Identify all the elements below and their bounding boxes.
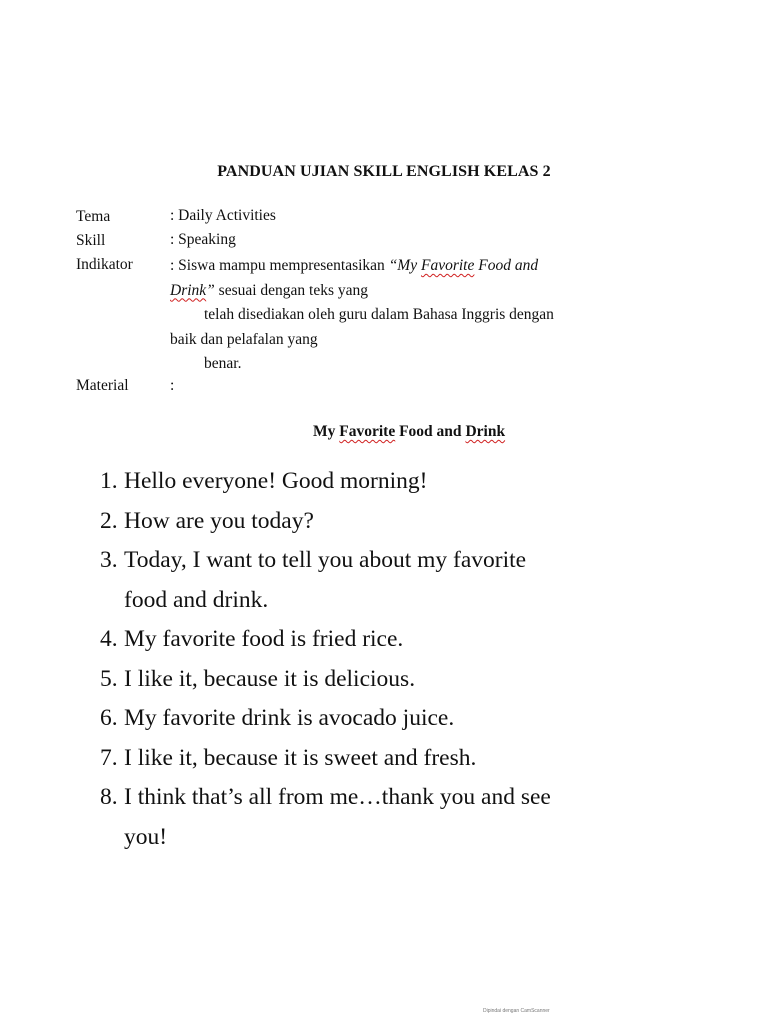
indicator-line-2: Drink” sesuai dengan teks yang bbox=[170, 281, 369, 299]
meta-label-indikator: Indikator bbox=[76, 256, 133, 273]
list-item: 8. I think that’s all from me…thank you and see you! bbox=[100, 784, 551, 850]
section-subtitle: My Favorite Food and Drink bbox=[313, 423, 506, 440]
meta-value-material: : bbox=[170, 377, 175, 394]
list-item: 3. Today, I want to tell you about my favorite food and drink. bbox=[100, 547, 527, 613]
list-item: 1. Hello everyone! Good morning! bbox=[100, 468, 428, 494]
spellcheck-favorite-subtitle: Favorite bbox=[339, 423, 396, 440]
document-title: PANDUAN UJIAN SKILL ENGLISH KELAS 2 bbox=[217, 163, 551, 180]
meta-label-skill: Skill bbox=[76, 232, 106, 249]
indicator-line-4: baik dan pelafalan yang bbox=[170, 330, 318, 348]
meta-value-skill: : Speaking bbox=[170, 231, 236, 248]
list-item: 4. My favorite food is fried rice. bbox=[100, 626, 404, 652]
list-item: 7. I like it, because it is sweet and fresh. bbox=[100, 744, 477, 771]
meta-label-material: Material bbox=[76, 377, 129, 394]
scanner-footer-note: Dipindai dengan CamScanner bbox=[483, 1008, 550, 1014]
spellcheck-drink: Drink bbox=[170, 281, 207, 299]
indicator-line-5: benar. bbox=[204, 355, 242, 372]
spellcheck-drink-subtitle: Drink bbox=[465, 423, 506, 440]
list-item: 5. I like it, because it is delicious. bbox=[100, 665, 416, 692]
meta-value-tema: : Daily Activities bbox=[170, 207, 276, 224]
speech-list bbox=[100, 462, 700, 857]
list-item: 2. How are you today? bbox=[100, 507, 314, 534]
indicator-line-1: : Siswa mampu mempresentasikan “My Favorite Food and bbox=[170, 257, 539, 274]
spellcheck-favorite: Favorite bbox=[420, 257, 475, 274]
indicator-line-3: telah disediakan oleh guru dalam Bahasa Inggris dengan bbox=[204, 306, 554, 323]
indicator-text bbox=[170, 254, 660, 377]
list-item: 6. My favorite drink is avocado juice. bbox=[100, 705, 455, 731]
meta-label-tema: Tema bbox=[76, 208, 111, 225]
